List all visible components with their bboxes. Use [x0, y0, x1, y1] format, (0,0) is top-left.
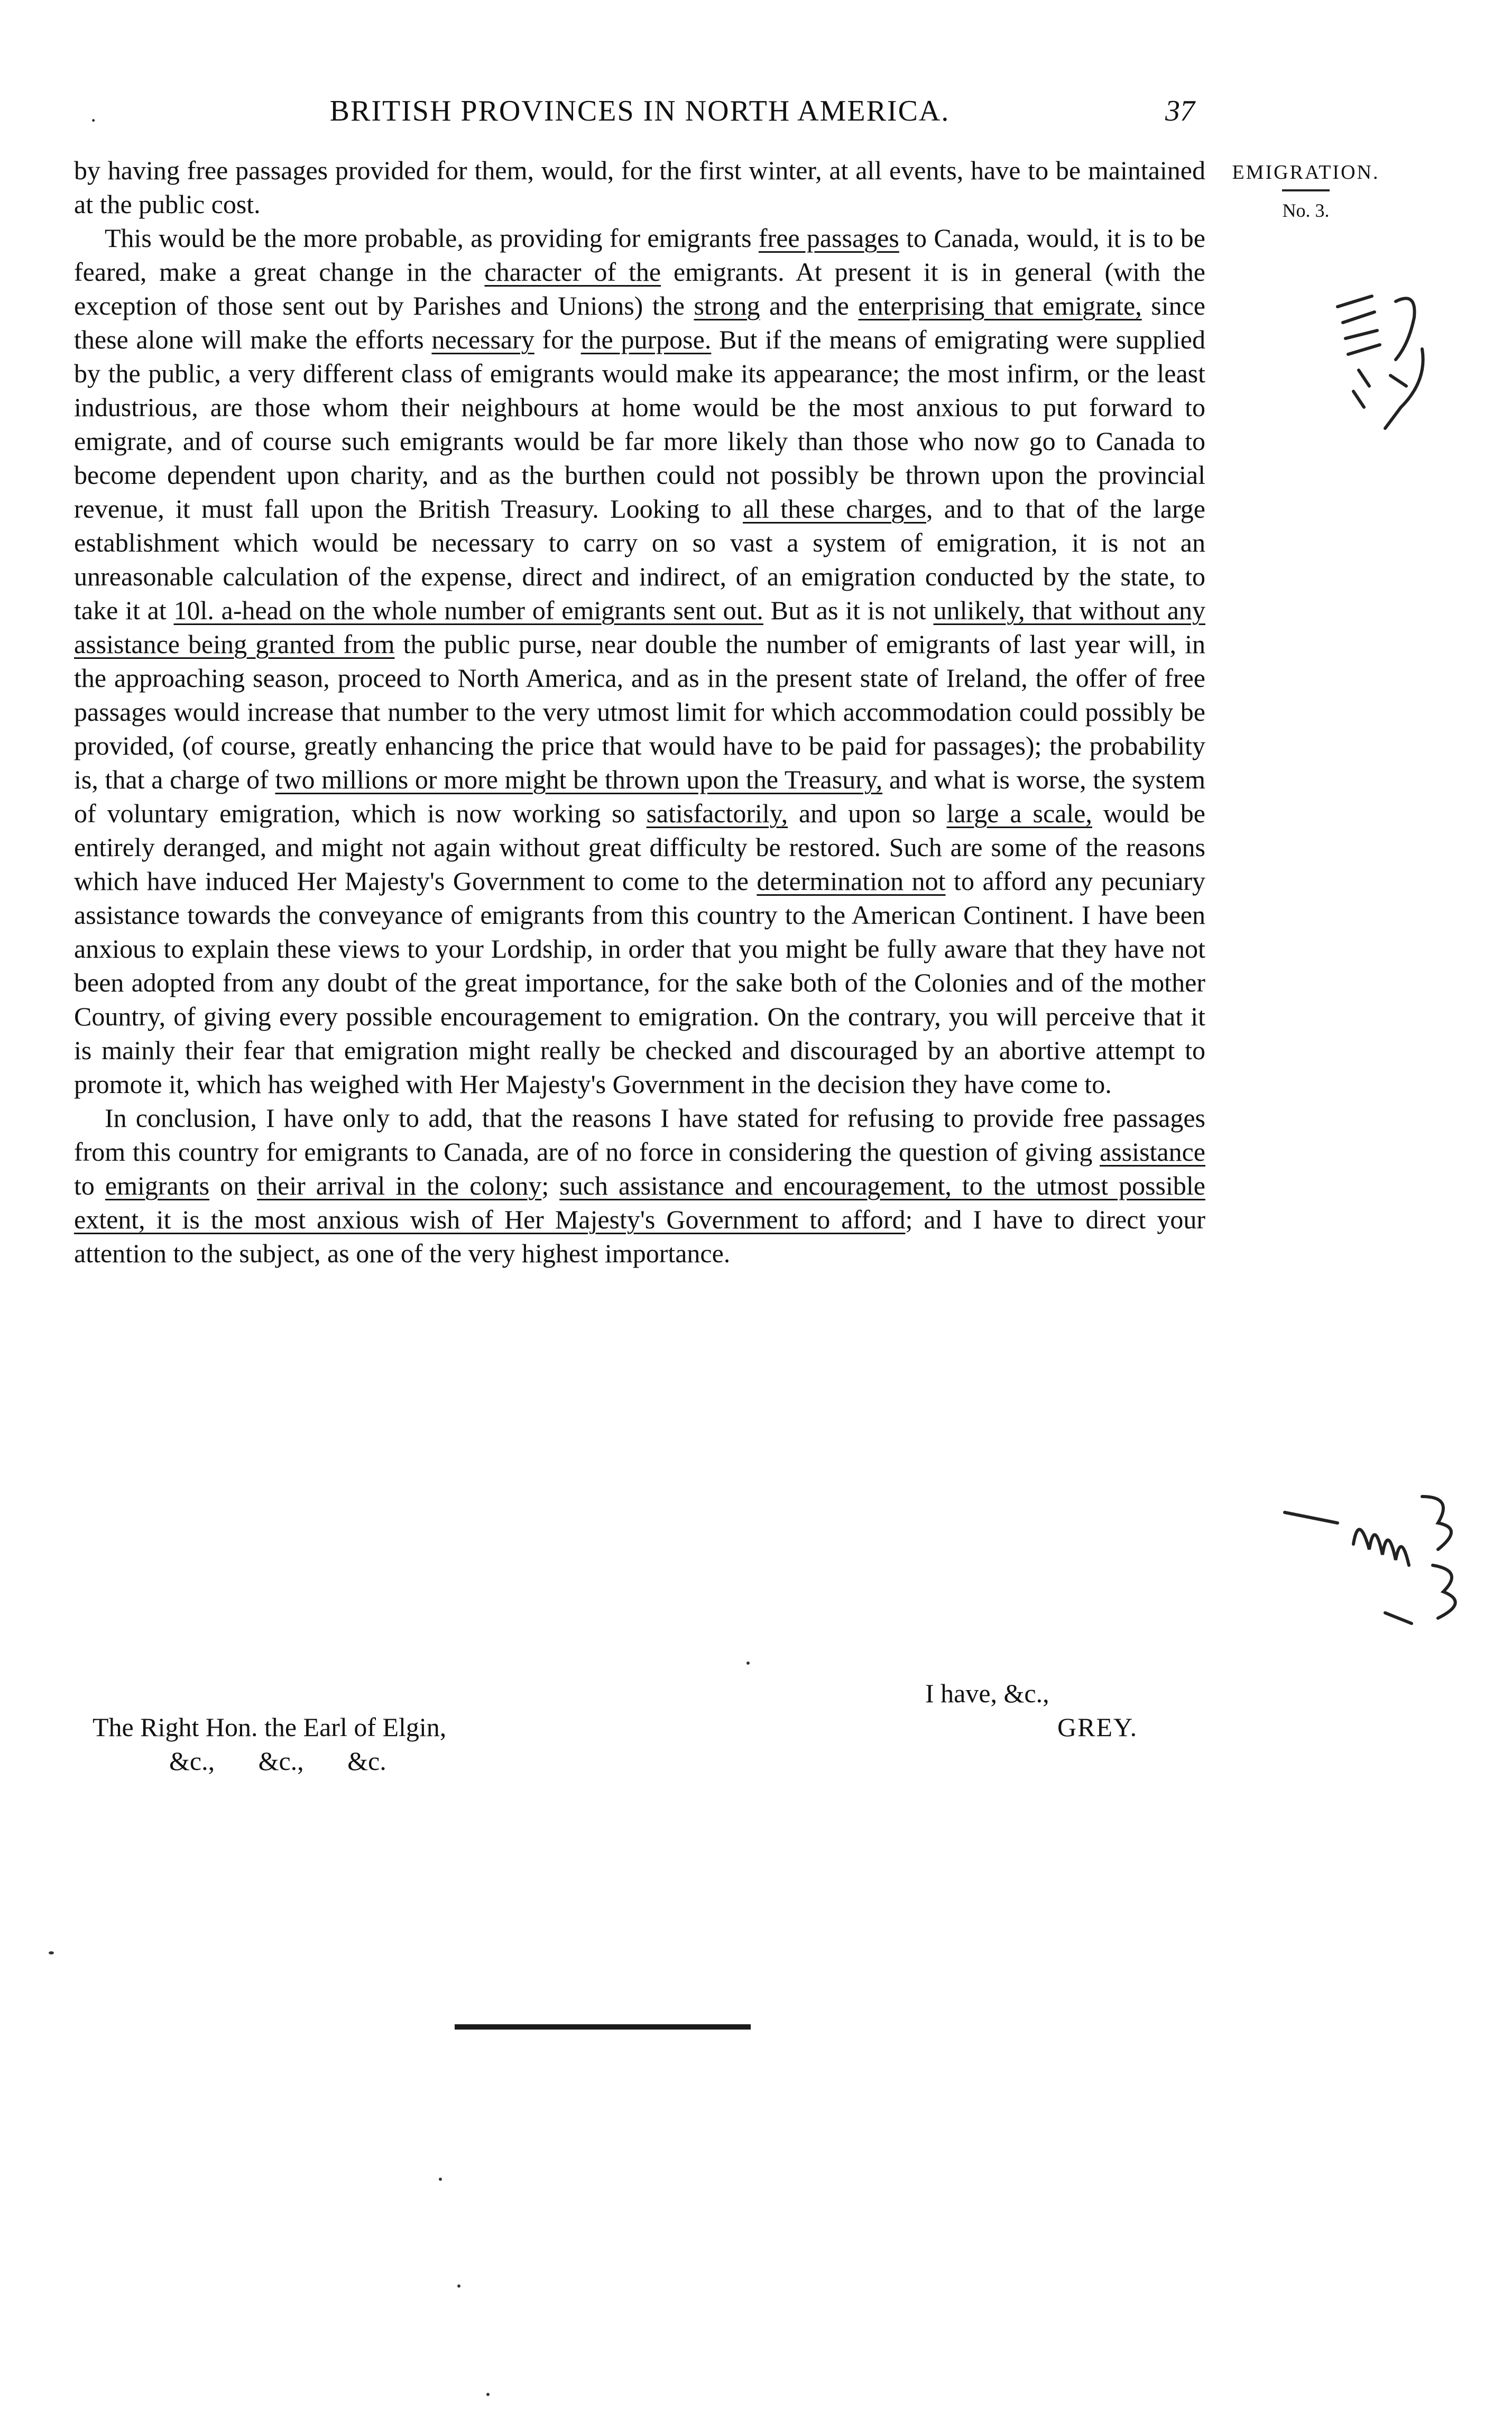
text-run: the public purse, near double the number of emigrants of last year will, in the approaching season, proceed to North America, and as in the present state of Ireland, the offer of free passages would increase that number to the very utmost limit for which accommodation could possibly be provided, (of course, greatly enhancing the price that would have to be paid for passages); the probability is, that a charge of [74, 629, 1205, 794]
underlined-text: emigrants [105, 1171, 210, 1200]
ink-speck [746, 1662, 750, 1665]
text-run: But if the means of emigrating were supplied by the public, a very different class of emigrants would make its appearance; the most infirm, or the least industrious, are those whom their neighbours at home would be the most anxious to put forward to emigrate, and of course such emigrants would be far more likely than those who now go to Canada to become dependent upon charity, and as the burthen could not possibly be thrown upon the provincial revenue, it must fall upon the British Treasury. Looking to [74, 325, 1206, 524]
running-head [74, 90, 1205, 132]
ink-speck [486, 2393, 490, 2396]
paragraph [74, 1101, 1205, 1270]
ink-speck [49, 1951, 54, 1954]
underlined-text: the purpose. [580, 325, 712, 354]
underlined-text: assistance [1100, 1137, 1205, 1167]
text-run: and the [760, 291, 859, 320]
text-run: to afford any pecuniary assistance towards the conveyance of emigrants from this country to the American Continent. I have been anxious to explain these views to your Lordship, in order that you might be fully aware that they have not been adopted from any doubt of the great importance, for the sake both of the Colonies and of the mother Country, of giving every possible encouragement to emigration. On the contrary, you will perceive that it is mainly their fear that emigration might really be checked and discouraged by an abortive attempt to promote it, which has weighed with Her Majesty's Government in the decision they have come to. [74, 866, 1205, 1099]
end-rule [455, 2024, 751, 2030]
letter-body [74, 153, 1205, 1270]
margin-rule [1282, 189, 1330, 191]
text-run: , and to that of the large establishment which would be necessary to carry on so vast a system of emigration, it is not an unreasonable calculation of the expense, direct and indirect, of an emigration conducted by the state, to take it at [74, 494, 1205, 625]
ink-speck: · [90, 108, 97, 132]
signature: GREY. [1057, 1712, 1138, 1742]
underlined-text: enterprising that emigrate, [858, 291, 1142, 320]
text-run: for [534, 325, 581, 354]
underlined-text: character of the [484, 257, 661, 287]
text-run: on [209, 1171, 257, 1200]
underlined-text: 10l. a-head on the whole number of emigrants sent out. [173, 595, 763, 625]
ink-speck [457, 2284, 460, 2288]
underlined-text: unlikely, that without any assistance being granted from [74, 595, 1205, 659]
underlined-text: strong [694, 291, 760, 320]
underlined-text: large a scale, [946, 798, 1092, 828]
margin-note [1216, 158, 1396, 223]
handwritten-margin-mark-icon [1279, 1481, 1491, 1639]
underlined-text: two millions or more might be thrown upon the Treasury, [275, 765, 883, 794]
text-run: to Canada, would, it is to be feared, make a great change in the [74, 223, 1206, 287]
text-run: and upon so [788, 798, 947, 828]
underlined-text: such assistance and encouragement, to the utmost possible extent, it is the most anxious wish of Her Majesty's Government to afford [74, 1171, 1205, 1234]
valediction: I have, &c., [925, 1678, 1049, 1708]
text-run: and what is worse, the system of voluntary emigration, which is now working so [74, 765, 1206, 828]
text-run: In conclusion, I have only to add, that the reasons I have stated for refusing to provide free passages from this country for emigrants to Canada, are of no force in considering the question of giving [74, 1103, 1205, 1167]
ink-speck [439, 2178, 442, 2181]
text-run: since these alone will make the efforts [74, 291, 1205, 354]
paragraph [74, 221, 1205, 1101]
paragraph: by having free passages provided for them, would, for the first winter, at all events, have to be maintained at the public cost. [74, 155, 1205, 219]
text-run: emigrants. At present it is in general (with the exception of those sent out by Parishes and Unions) the [74, 257, 1205, 320]
text-run: would be entirely deranged, and might not again without great difficulty be restored. Such are some of the reasons which have induced Her Majesty's Government to come to the [74, 798, 1205, 896]
underlined-text: determination not [757, 866, 946, 896]
addressee: The Right Hon. the Earl of Elgin, [93, 1712, 447, 1742]
margin-document-number: No. 3. [1282, 200, 1330, 221]
running-title: BRITISH PROVINCES IN NORTH AMERICA. [329, 95, 950, 127]
text-run: But as it is not [763, 595, 934, 625]
underlined-text: their arrival in the colony [257, 1171, 542, 1200]
handwritten-margin-mark-icon [1322, 286, 1454, 444]
addressee-etc: &c., &c., &c. [169, 1746, 386, 1776]
margin-section-title: EMIGRATION. [1232, 161, 1380, 183]
underlined-text: necessary [431, 325, 534, 354]
underlined-text: all these charges [742, 494, 927, 524]
underlined-text: satisfactorily, [646, 798, 788, 828]
underlined-text: free passages [758, 223, 899, 253]
page-number: 37 [1165, 95, 1195, 127]
text-run: ; [541, 1171, 560, 1200]
text-run: to [74, 1171, 105, 1200]
text-run: This would be the more probable, as providing for emigrants [105, 223, 759, 253]
text-run: ; and I have to direct your attention to the subject, as one of the very highest importance. [74, 1205, 1205, 1268]
